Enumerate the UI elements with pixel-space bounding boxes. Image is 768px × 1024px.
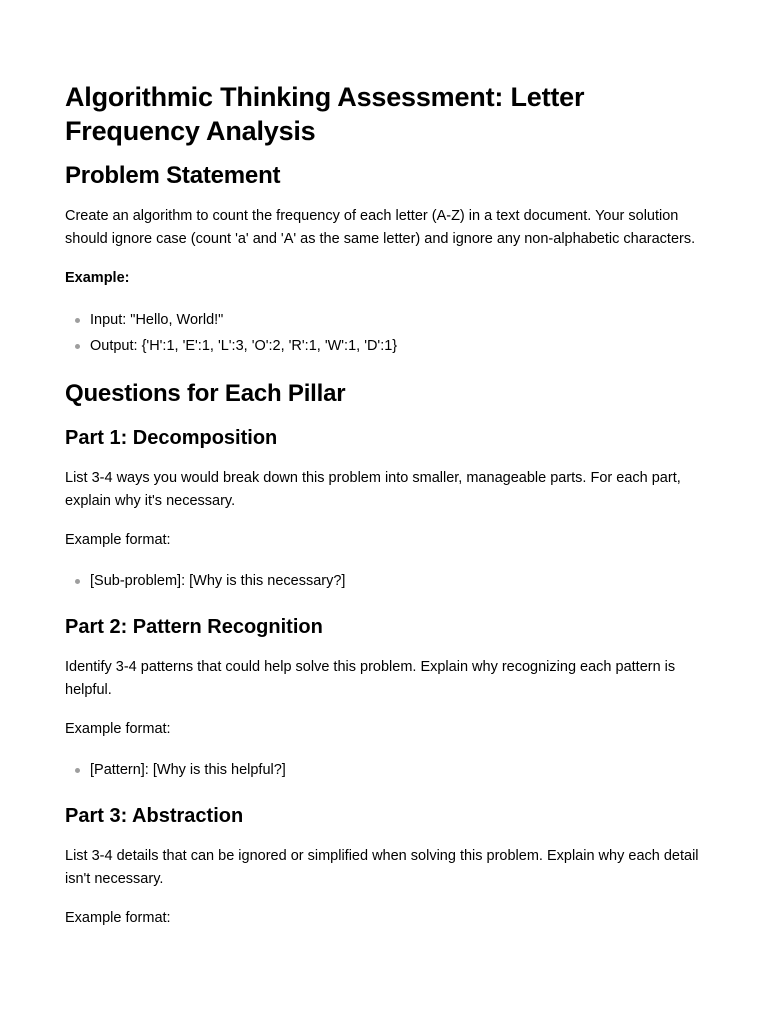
- example-input-item: Input: "Hello, World!": [90, 307, 703, 333]
- page-title: Algorithmic Thinking Assessment: Letter Frequency Analysis: [65, 82, 585, 146]
- part-3-heading: Part 3: Abstraction: [65, 805, 244, 827]
- part-3-text: List 3-4 details that can be ignored or simplified when solving this problem. Explain why each detail isn't necessary.: [65, 848, 699, 887]
- part-1-decomposition: [65, 425, 703, 594]
- problem-statement-text: Create an algorithm to count the frequency of each letter (A-Z) in a text document. Your solution should ignore case (count 'a' and 'A' as the same letter) and ignore any non-alphabetic characters.: [65, 208, 696, 247]
- part-3-format-label: Example format:: [65, 910, 171, 926]
- questions-heading: Questions for Each Pillar: [65, 380, 346, 407]
- part-2-format-list: [65, 757, 703, 783]
- problem-statement-heading: Problem Statement: [65, 162, 281, 189]
- part-2-text: Identify 3-4 patterns that could help solve this problem. Explain why recognizing each pattern is helpful.: [65, 659, 676, 698]
- part-1-format-list: [65, 568, 703, 594]
- part-2-format-item: [Pattern]: [Why is this helpful?]: [90, 757, 703, 783]
- example-output-item: Output: {'H':1, 'E':1, 'L':3, 'O':2, 'R':1, 'W':1, 'D':1}: [90, 333, 703, 359]
- part-1-format-item: [Sub-problem]: [Why is this necessary?]: [90, 568, 703, 594]
- part-2-heading: Part 2: Pattern Recognition: [65, 616, 323, 638]
- example-list: [65, 307, 703, 359]
- part-3-abstraction: [65, 803, 703, 930]
- part-1-format-label: Example format:: [65, 532, 171, 548]
- example-label: Example:: [65, 270, 130, 286]
- part-2-format-label: Example format:: [65, 721, 171, 737]
- part-2-pattern-recognition: [65, 614, 703, 783]
- part-1-text: List 3-4 ways you would break down this problem into smaller, manageable parts. For each part, explain why it's necessary.: [65, 470, 681, 509]
- part-1-heading: Part 1: Decomposition: [65, 427, 278, 449]
